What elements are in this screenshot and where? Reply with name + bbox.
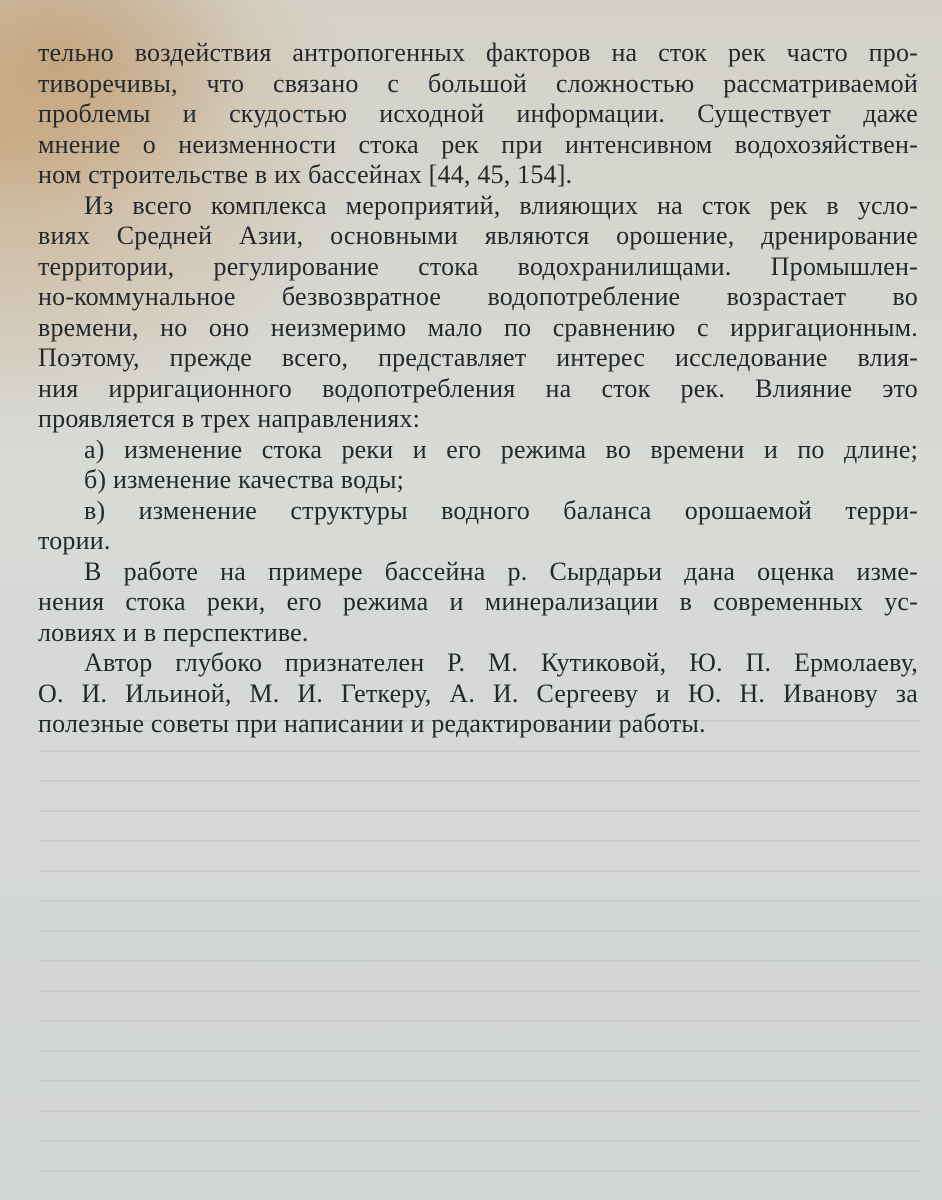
text-line: Автор глубоко признателен Р. М. Кутиковой, Ю. П. Ермолаеву, bbox=[84, 648, 918, 677]
bleed-through-texture bbox=[40, 720, 920, 1200]
text-line: тории. bbox=[38, 526, 111, 555]
text-line: О. И. Ильиной, М. И. Геткеру, А. И. Сергееву и Ю. Н. Иванову за bbox=[38, 678, 918, 708]
text-body bbox=[38, 38, 918, 740]
list-item: а) изменение стока реки и его режима во времени и по длине; bbox=[84, 434, 918, 464]
text-line: тиворечивы, что связано с большой сложностью рассматриваемой bbox=[38, 68, 918, 98]
text-line: мнение о неизменности стока рек при интенсивном водохозяйствен- bbox=[38, 129, 918, 159]
text-line: проявляется в трех направлениях: bbox=[38, 404, 421, 433]
text-line: ния ирригационного водопотребления на сток рек. Влияние это bbox=[38, 373, 918, 403]
text-line: территории, регулирование стока водохранилищами. Промышлен- bbox=[38, 251, 918, 281]
text-line: времени, но оно неизмеримо мало по сравнению с ирригационным. bbox=[38, 312, 918, 342]
text-line: проблемы и скудостью исходной информации. Существует даже bbox=[38, 99, 918, 128]
text-line: тельно воздействия антропогенных факторов на сток рек часто про- bbox=[38, 38, 918, 67]
list-item: б) изменение качества воды; bbox=[84, 465, 405, 494]
text-line: но-коммунальное безвозвратное водопотребление возрастает во bbox=[38, 282, 918, 311]
text-line: В работе на примере бассейна р. Сырдарьи дана оценка изме- bbox=[84, 556, 918, 586]
text-line: ном строительстве в их бассейнах [44, 45, 154]. bbox=[38, 160, 573, 189]
list-item: в) изменение структуры водного баланса орошаемой терри- bbox=[84, 495, 918, 525]
text-line: ловиях и в перспективе. bbox=[38, 617, 309, 647]
text-line: Из всего комплекса мероприятий, влияющих на сток рек в усло- bbox=[84, 190, 918, 220]
text-line: Поэтому, прежде всего, представляет интерес исследование влия- bbox=[38, 343, 918, 372]
text-line: нения стока реки, его режима и минерализации в современных ус- bbox=[38, 587, 918, 616]
text-line: полезные советы при написании и редактировании работы. bbox=[38, 709, 706, 738]
text-line: виях Средней Азии, основными являются орошение, дренирование bbox=[38, 221, 918, 250]
